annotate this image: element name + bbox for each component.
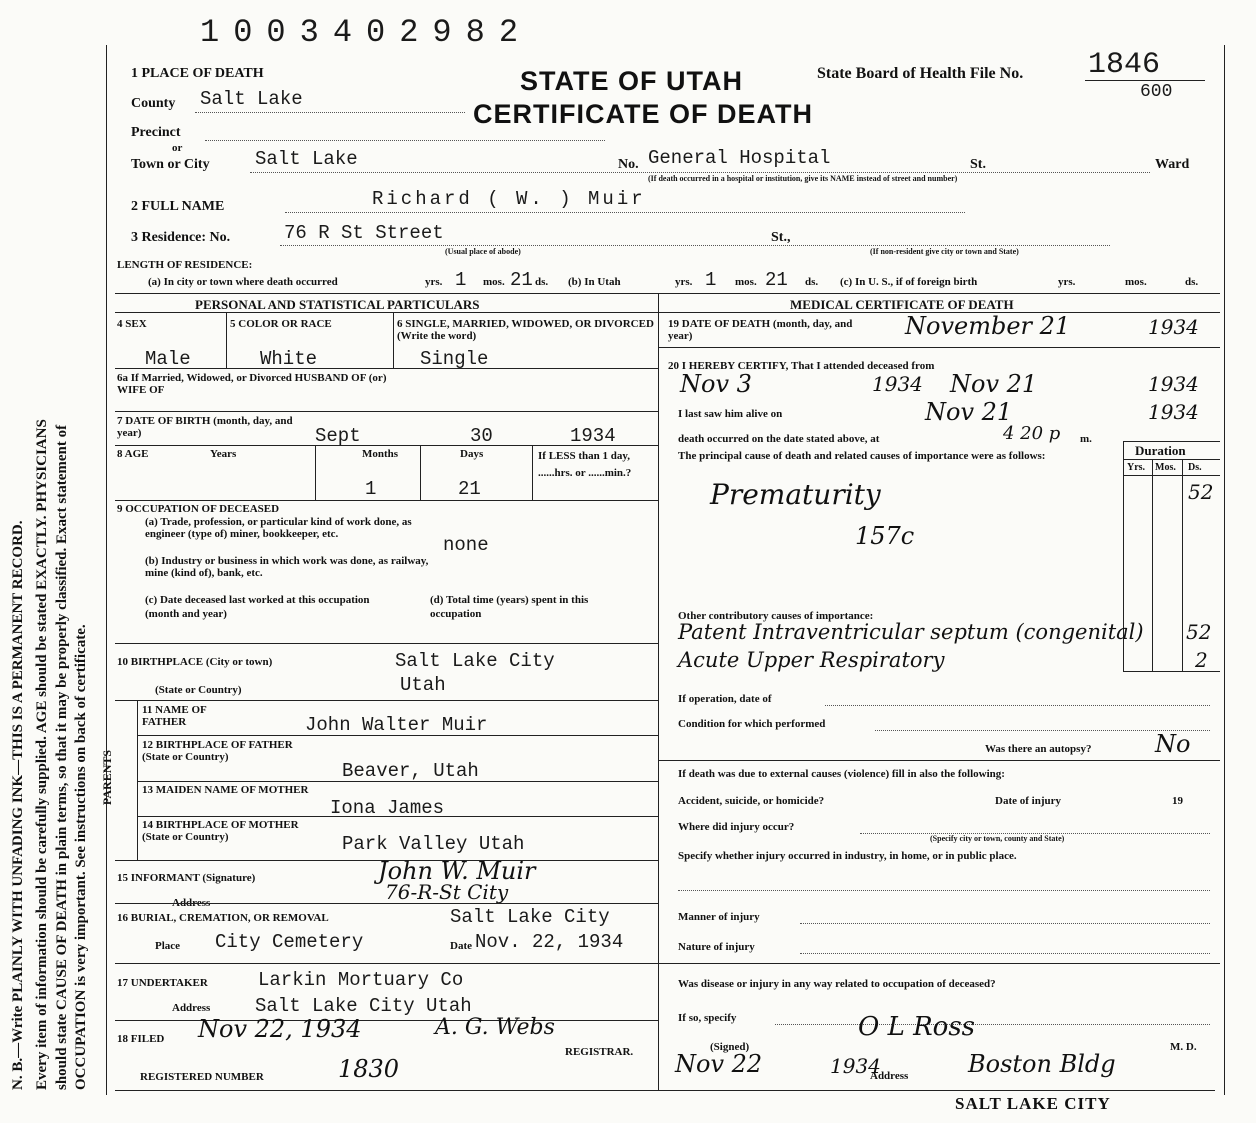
manner-line xyxy=(800,923,1210,924)
sex-value: Male xyxy=(145,348,191,370)
length-a-yrs-label: yrs. xyxy=(425,276,443,288)
filed-value: Nov 22, 1934 xyxy=(198,1015,362,1043)
duration-yrs: Yrs. xyxy=(1127,462,1146,473)
length-c-mos-label: mos. xyxy=(1125,276,1147,288)
duration-label: Duration xyxy=(1135,443,1186,458)
dob-day: 30 xyxy=(470,425,493,447)
attended-from-year: 1934 xyxy=(872,372,923,396)
occ-b-label: (b) Industry or business in which work was done, as railway, mine (kind of), bank, etc. xyxy=(145,555,429,579)
file-sub: 600 xyxy=(1140,82,1173,102)
marital-value: Single xyxy=(420,348,489,370)
physician-address: Boston Bldg xyxy=(968,1050,1116,1078)
informant-address-label: Address xyxy=(172,897,211,909)
mother-line xyxy=(137,816,658,817)
sign-date: Nov 22 xyxy=(675,1050,763,1078)
length-a-mos: 21 xyxy=(510,269,533,291)
length-c-yrs-label: yrs. xyxy=(1058,276,1076,288)
dob-month: Sept xyxy=(315,425,361,447)
contrib2: Acute Upper Respiratory xyxy=(678,648,945,672)
mother-value: Iona James xyxy=(330,797,445,819)
row6-line xyxy=(115,368,658,369)
burial-label: 16 BURIAL, CREMATION, OR REMOVAL xyxy=(117,912,329,924)
signed-label: (Signed) xyxy=(710,1041,750,1053)
usual-note: (Usual place of abode) xyxy=(445,247,521,256)
precinct-label: Precinct xyxy=(131,125,181,140)
length-a-label: (a) In city or town where death occurred xyxy=(148,276,338,288)
accident-label: Accident, suicide, or homicide? xyxy=(678,795,825,807)
nature-label: Nature of injury xyxy=(678,941,755,953)
registrar-label: REGISTRAR. xyxy=(565,1046,634,1058)
sidebar-line-2: Every item of information should be carefully supplied. AGE should be stated EXACTLY. PHYSICIANS xyxy=(34,419,50,1090)
m-label: m. xyxy=(1080,433,1092,445)
mother-bp-value: Park Valley Utah xyxy=(342,833,525,855)
father-label: 11 NAME OF FATHER xyxy=(142,704,207,728)
burial-place-label: Place xyxy=(155,940,181,952)
county-value: Salt Lake xyxy=(200,88,303,110)
contrib-label: Other contributory causes of importance: xyxy=(678,610,874,622)
row17-line xyxy=(115,1020,658,1021)
residence-value: 76 R St Street xyxy=(284,222,444,244)
length-b-yrs: 1 xyxy=(705,269,717,291)
attended-to-year: 1934 xyxy=(1148,372,1199,396)
place-label: 1 PLACE OF DEATH xyxy=(131,66,264,81)
length-a-ds-label: ds. xyxy=(535,276,549,288)
father-bp-label: 12 BIRTHPLACE OF FATHER (State or Country) xyxy=(142,739,293,763)
length-label: LENGTH OF RESIDENCE: xyxy=(117,259,253,271)
father-value: John Walter Muir xyxy=(305,714,488,736)
dob-label: 7 DATE OF BIRTH (month, day, and year) xyxy=(117,415,293,439)
death-date-label: 19 DATE OF DEATH (month, day, and year) xyxy=(668,318,853,342)
lessthan-label: If LESS than 1 day, ......hrs. or ......min.? xyxy=(538,450,632,479)
frame-bottom xyxy=(115,1090,1215,1091)
center-divider xyxy=(658,293,659,1090)
registrar-signature: A. G. Webs xyxy=(435,1015,555,1040)
nature-bottom-line xyxy=(658,963,1220,964)
section-top-line xyxy=(115,293,1220,294)
lastsaw-label: I last saw him alive on xyxy=(678,408,783,420)
duration-bottom xyxy=(1123,671,1220,672)
residence-label: 3 Residence: No. xyxy=(131,230,231,245)
hospital-value: General Hospital xyxy=(648,147,831,169)
occ-a-label: (a) Trade, profession, or particular kind of work done, as engineer (type of) miner, bookkeeper, etc. xyxy=(145,516,412,540)
burial-city: Salt Lake City xyxy=(450,906,610,928)
regno-label: REGISTERED NUMBER xyxy=(140,1071,264,1083)
length-b-mos: 21 xyxy=(765,269,788,291)
md-label: M. D. xyxy=(1170,1041,1197,1053)
undertaker-label: 17 UNDERTAKER xyxy=(117,977,208,989)
row8-line xyxy=(115,500,658,501)
age-div-1 xyxy=(315,445,316,500)
town-line xyxy=(250,172,1150,173)
color-divider xyxy=(393,312,394,368)
city-stamp: SALT LAKE CITY xyxy=(955,1094,1111,1113)
color-label: 5 COLOR OR RACE xyxy=(230,318,332,330)
name-line xyxy=(285,212,965,213)
duration-sub-line xyxy=(1123,459,1220,460)
informant-address: 76-R-St City xyxy=(385,880,509,904)
days-label: Days xyxy=(460,448,484,460)
cause-code: 157c xyxy=(855,522,915,550)
nonres-note: (If non-resident give city or town and State) xyxy=(870,247,1019,256)
length-b-mos-label: mos. xyxy=(735,276,757,288)
occ-label: 9 OCCUPATION OF DECEASED xyxy=(117,503,280,515)
marital-label: 6 SINGLE, MARRIED, WIDOWED, OR DIVORCED (Write the word) xyxy=(397,318,654,342)
lastsaw-value: Nov 21 xyxy=(925,398,1013,426)
name-value: Richard ( W. ) Muir xyxy=(372,188,646,210)
personal-heading: PERSONAL AND STATISTICAL PARTICULARS xyxy=(195,297,480,312)
certify-label: 20 I HEREBY CERTIFY, That I attended deceased from xyxy=(668,360,935,372)
father-line xyxy=(137,735,658,736)
age-months: 1 xyxy=(365,478,377,500)
undertaker-address-label: Address xyxy=(172,1002,211,1014)
ifso-line xyxy=(775,1024,1210,1025)
ifso-label: If so, specify xyxy=(678,1012,737,1024)
undertaker-address: Salt Lake City Utah xyxy=(255,995,472,1017)
hospital-note: (If death occurred in a hospital or institution, give its NAME instead of street and number) xyxy=(648,174,958,183)
file-number: 1846 xyxy=(1088,48,1161,82)
condition-label: Condition for which performed xyxy=(678,718,826,730)
birthplace-state: Utah xyxy=(400,674,446,696)
contrib1-duration: 52 xyxy=(1186,620,1212,644)
town-label: Town or City xyxy=(131,157,210,172)
residence-line xyxy=(280,245,1110,246)
occ-c-label: (c) Date deceased last worked at this occupation (month and year) xyxy=(145,594,370,620)
certificate-title: CERTIFICATE OF DEATH xyxy=(473,99,813,129)
occurred-label: death occurred on the date stated above, at xyxy=(678,433,880,445)
duration-mos: Mos. xyxy=(1155,462,1176,473)
no-label: No. xyxy=(618,157,639,172)
death-date: November 21 xyxy=(905,312,1071,340)
manner-label: Manner of injury xyxy=(678,911,760,923)
length-b-ds-label: ds. xyxy=(805,276,819,288)
undertaker-value: Larkin Mortuary Co xyxy=(258,969,464,991)
row19-line xyxy=(658,347,1220,348)
serial-number: 1003402982 xyxy=(200,14,533,51)
regno-value: 1830 xyxy=(338,1055,400,1083)
row16-line xyxy=(115,963,658,964)
instructions-sidebar xyxy=(0,0,100,1123)
parents-label: PARENTS xyxy=(100,749,115,806)
state-title: STATE OF UTAH xyxy=(520,66,743,96)
duration-div-1 xyxy=(1152,459,1153,671)
cause-duration: 52 xyxy=(1188,480,1214,504)
sex-label: 4 SEX xyxy=(117,318,147,330)
burial-place: City Cemetery xyxy=(215,931,364,953)
file-label: State Board of Health File No. xyxy=(817,65,1024,82)
occ-value: none xyxy=(443,534,489,556)
length-c-ds-label: ds. xyxy=(1185,276,1199,288)
frame-right xyxy=(1224,45,1225,1095)
sign-year: 1934 xyxy=(830,1054,881,1078)
physician-address-label: Address xyxy=(870,1070,909,1082)
frame-left xyxy=(106,45,107,1095)
filed-label: 18 FILED xyxy=(117,1033,165,1045)
physician-signature: O L Ross xyxy=(858,1012,976,1042)
sidebar-line-1: N. B.—Write PLAINLY WITH UNFADING INK—THIS IS A PERMANENT RECORD. xyxy=(10,520,26,1090)
ward-label: Ward xyxy=(1155,157,1190,172)
spouse-label: 6a If Married, Widowed, or Divorced HUSBAND OF (or) WIFE OF xyxy=(117,372,387,396)
informant-signature: John W. Muir xyxy=(378,857,536,885)
burial-date: Nov. 22, 1934 xyxy=(475,931,624,953)
row9-line xyxy=(115,643,658,644)
sidebar-line-3: should state CAUSE OF DEATH in plain terms, so that it may be properly classified. Exact statement of xyxy=(54,424,70,1090)
color-value: White xyxy=(260,348,318,370)
burial-date-label: Date xyxy=(450,940,472,952)
medical-heading: MEDICAL CERTIFICATE OF DEATH xyxy=(790,297,1014,312)
row15-line xyxy=(115,903,658,904)
row7-line xyxy=(115,445,658,446)
where-note: (Specify city or town, county and State) xyxy=(930,834,1065,843)
lastsaw-year: 1934 xyxy=(1148,400,1199,424)
age-days: 21 xyxy=(458,478,481,500)
father-bp-line xyxy=(137,781,658,782)
duration-top xyxy=(1123,441,1220,442)
age-div-2 xyxy=(420,445,421,500)
disease-question: Was disease or injury in any way related to occupation of deceased? xyxy=(678,978,996,990)
birthplace-city: Salt Lake City xyxy=(395,650,555,672)
nature-line xyxy=(800,953,1210,954)
sex-divider xyxy=(226,312,227,368)
father-bp-value: Beaver, Utah xyxy=(342,760,479,782)
sidebar-line-4: OCCUPATION is very important. See instructions on back of certificate. xyxy=(73,624,89,1090)
attended-from: Nov 3 xyxy=(680,370,752,398)
length-a-mos-label: mos. xyxy=(483,276,505,288)
external-label: If death was due to external causes (violence) fill in also the following: xyxy=(678,768,1005,780)
cause-value: Prematurity xyxy=(710,478,881,511)
or-label: or xyxy=(172,142,183,154)
name-label: 2 FULL NAME xyxy=(131,199,225,214)
years-label: Years xyxy=(210,448,237,460)
length-b-label: (b) In Utah xyxy=(568,276,621,288)
birthplace-label: 10 BIRTHPLACE (City or town) xyxy=(117,656,273,668)
where-label: Where did injury occur? xyxy=(678,821,795,833)
autopsy-value: No xyxy=(1155,730,1191,758)
duration-ds: Ds. xyxy=(1188,462,1202,473)
row6a-line xyxy=(115,411,658,412)
cause-label: The principal cause of death and related causes of importance were as follows: xyxy=(678,450,1046,462)
death-year: 1934 xyxy=(1148,315,1199,339)
autopsy-line xyxy=(658,760,1220,761)
occ-d-label: (d) Total time (years) spent in this occupation xyxy=(430,594,589,620)
st-label: St. xyxy=(970,157,986,172)
specify-line xyxy=(678,890,1210,891)
contrib1: Patent Intraventricular septum (congenital) xyxy=(678,620,1144,644)
age-div-3 xyxy=(532,445,533,500)
dob-year: 1934 xyxy=(570,425,616,447)
age-label: 8 AGE xyxy=(117,448,149,460)
death-time: 4 20 p xyxy=(1003,423,1061,444)
file-number-line xyxy=(1085,80,1205,81)
injury-date-label: Date of injury xyxy=(995,795,1061,807)
length-b-yrs-label: yrs. xyxy=(675,276,693,288)
autopsy-label: Was there an autopsy? xyxy=(985,743,1092,755)
state-label: (State or Country) xyxy=(155,684,242,696)
precinct-line xyxy=(205,140,605,141)
length-a-yrs: 1 xyxy=(455,269,467,291)
duration-header-line xyxy=(1123,475,1220,476)
residence-st-label: St., xyxy=(771,230,791,245)
parents-divider xyxy=(137,700,138,860)
months-label: Months xyxy=(362,448,399,460)
length-c-label: (c) In U. S., if of foreign birth xyxy=(840,276,978,288)
specify-label: Specify whether injury occurred in industry, in home, or in public place. xyxy=(678,850,1017,862)
operation-line xyxy=(825,705,1210,706)
row10-line xyxy=(115,700,658,701)
duration-div-2 xyxy=(1182,459,1183,671)
county-line xyxy=(195,112,465,113)
attended-to: Nov 21 xyxy=(950,370,1038,398)
town-value: Salt Lake xyxy=(255,148,358,170)
county-label: County xyxy=(131,96,176,111)
contrib2-duration: 2 xyxy=(1195,648,1208,672)
mother-label: 13 MAIDEN NAME OF MOTHER xyxy=(142,784,309,796)
mother-bp-label: 14 BIRTHPLACE OF MOTHER (State or Country) xyxy=(142,819,299,843)
operation-label: If operation, date of xyxy=(678,693,772,705)
injury-year-label: 19 xyxy=(1172,795,1183,807)
informant-label: 15 INFORMANT (Signature) xyxy=(117,872,256,884)
